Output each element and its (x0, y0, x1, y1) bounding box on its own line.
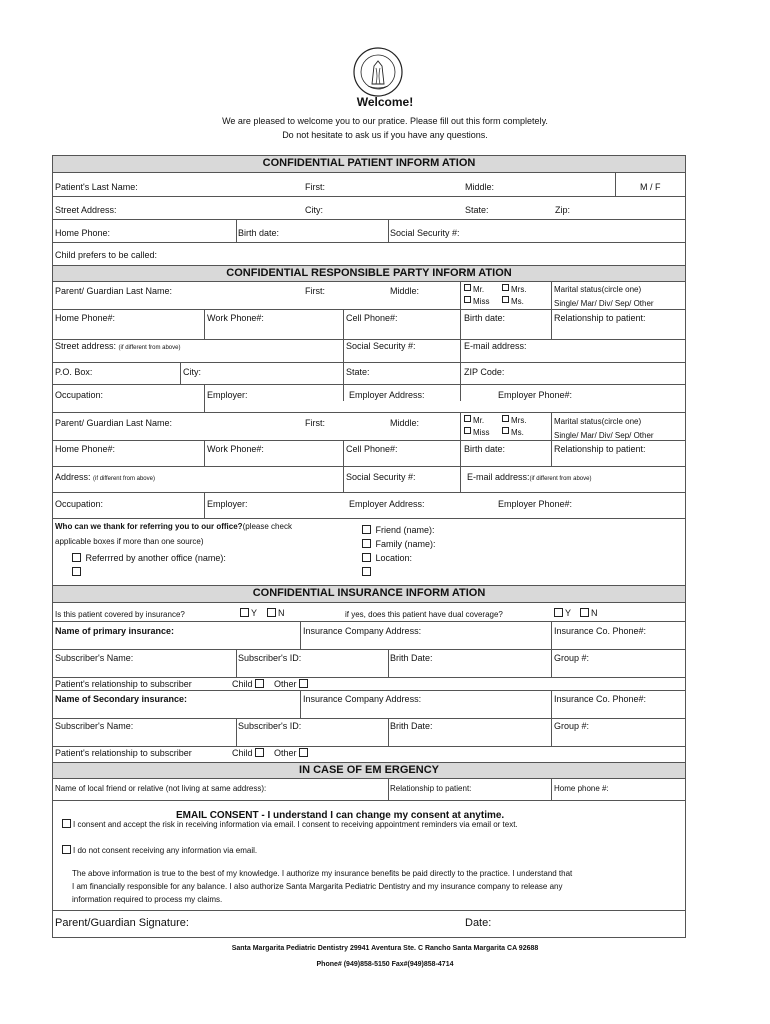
footer-phone: Phone# (949)858-5150 Fax#(949)858-4714 (316, 961, 454, 968)
primary-relationship-child[interactable]: Child (232, 679, 266, 690)
insurance-dual-no[interactable]: N (580, 608, 598, 619)
primary-relationship-label: Patient's relationship to subscriber (55, 679, 192, 689)
primary-company-address-label: Insurance Company Address: (303, 626, 422, 636)
secondary-relationship-label: Patient's relationship to subscriber (55, 748, 192, 758)
emergency-name-label: Name of local friend or relative (not living at same address): (55, 784, 267, 793)
guardian2-marital-label: Marital status(circle one) (554, 417, 642, 426)
guardian1-title-mrs[interactable]: Mrs. (502, 284, 527, 295)
practice-seal (352, 46, 404, 98)
primary-subscriber-name-label: Subscriber's Name: (55, 653, 134, 663)
guardian1-middle-label: Middle: (390, 286, 420, 296)
guardian2-title-mrs[interactable]: Mrs. (502, 415, 527, 426)
secondary-relationship-child[interactable]: Child (232, 748, 266, 759)
guardian2-relationship-label: Relationship to patient: (554, 444, 646, 454)
guardian1-cell-phone-label: Cell Phone#: (346, 313, 398, 323)
guardian1-title-ms[interactable]: Ms. (502, 296, 524, 307)
patient-home-phone-label: Home Phone: (55, 228, 111, 238)
patient-middle-label: Middle: (465, 182, 495, 192)
authorization-line-3: information required to process my claims. (72, 895, 223, 904)
referral-question: Who can we thank for referring you to our office?(please check (55, 522, 292, 531)
signature-label: Parent/Guardian Signature: (55, 917, 189, 929)
guardian2-ssn-label: Social Security #: (346, 472, 416, 482)
referral-blank-checkbox[interactable] (72, 567, 83, 578)
insurance-dual-yes[interactable]: Y (554, 608, 571, 619)
patient-first-label: First: (305, 182, 325, 192)
insurance-covered-no[interactable]: N (267, 608, 285, 619)
guardian2-work-phone-label: Work Phone#: (207, 444, 264, 454)
guardian2-employer-address-label: Employer Address: (349, 499, 425, 509)
secondary-subscriber-name-label: Subscriber's Name: (55, 721, 134, 731)
secondary-company-phone-label: Insurance Co. Phone#: (554, 694, 647, 704)
section-insurance-header: CONFIDENTIAL INSURANCE INFORM ATION (53, 585, 685, 603)
secondary-group-label: Group #: (554, 721, 590, 731)
guardian1-employer-phone-label: Employer Phone#: (498, 390, 573, 400)
guardian1-relationship-label: Relationship to patient: (554, 313, 646, 323)
guardian2-employer-phone-label: Employer Phone#: (498, 499, 573, 509)
section-responsible-header: CONFIDENTIAL RESPONSIBLE PARTY INFORM ATION (53, 265, 685, 282)
welcome-line-1: We are pleased to welcome you to our pratice. Please fill out this form completely. (222, 116, 548, 126)
patient-street-label: Street Address: (55, 205, 117, 215)
guardian2-title-ms[interactable]: Ms. (502, 427, 524, 438)
guardian1-employer-address-label: Employer Address: (349, 390, 425, 400)
referral-family-checkbox[interactable]: Family (name): (362, 539, 436, 550)
patient-birth-date-label: Birth date: (238, 228, 280, 238)
guardian2-title-mr[interactable]: Mr. (464, 415, 484, 426)
guardian2-cell-phone-label: Cell Phone#: (346, 444, 398, 454)
signature-date-label: Date: (465, 917, 492, 929)
patient-state-label: State: (465, 205, 489, 215)
patient-zip-label: Zip: (555, 205, 571, 215)
emergency-home-phone-label: Home phone #: (554, 784, 609, 793)
email-consent-title: EMAIL CONSENT - I understand I can change my consent at anytime. (176, 810, 505, 821)
patient-city-label: City: (305, 205, 323, 215)
primary-insurance-label: Name of primary insurance: (55, 626, 175, 636)
section-emergency-header: IN CASE OF EM ERGENCY (53, 762, 685, 779)
email-consent-accept-checkbox[interactable]: I consent and accept the risk in receiving information via email. I consent to receiving appointment reminders via email or text. (62, 819, 518, 830)
secondary-relationship-other[interactable]: Other (274, 748, 310, 759)
guardian2-employer-label: Employer: (207, 499, 248, 509)
guardian2-middle-label: Middle: (390, 418, 420, 428)
secondary-birth-date-label: Brith Date: (390, 721, 433, 731)
guardian1-zip-label: ZIP Code: (464, 367, 505, 377)
insurance-dual-question: if yes, does this patient have dual coverage? (345, 610, 503, 619)
primary-relationship-other[interactable]: Other (274, 679, 310, 690)
insurance-covered-question: Is this patient covered by insurance? (55, 610, 185, 619)
referral-note: applicable boxes if more than one source) (55, 537, 204, 546)
guardian1-email-label: E-mail address: (464, 341, 527, 351)
guardian1-title-mr[interactable]: Mr. (464, 284, 484, 295)
guardian2-birth-date-label: Birth date: (464, 444, 506, 454)
authorization-line-1: The above information is true to the best of my knowledge. I authorize my insurance benefits be paid directly to the practice. I understand that (72, 869, 573, 878)
guardian2-email-label: E-mail address:(if different from above) (467, 472, 592, 482)
guardian2-first-label: First: (305, 418, 325, 428)
guardian1-occupation-label: Occupation: (55, 390, 104, 400)
insurance-covered-yes[interactable]: Y (240, 608, 257, 619)
patient-mf-label: M / F (640, 182, 661, 192)
guardian1-employer-label: Employer: (207, 390, 248, 400)
emergency-relationship-label: Relationship to patient: (390, 784, 472, 793)
welcome-line-2: Do not hesitate to ask us if you have any questions. (282, 130, 488, 140)
primary-subscriber-id-label: Subscriber's ID: (238, 653, 302, 663)
guardian1-work-phone-label: Work Phone#: (207, 313, 264, 323)
secondary-insurance-label: Name of Secondary insurance: (55, 694, 188, 704)
section-patient-header: CONFIDENTIAL PATIENT INFORM ATION (53, 155, 685, 173)
secondary-company-address-label: Insurance Company Address: (303, 694, 422, 704)
guardian2-marital-options: Single/ Mar/ Div/ Sep/ Other (554, 431, 654, 440)
guardian1-birth-date-label: Birth date: (464, 313, 506, 323)
referral-other-office-checkbox[interactable]: Referrred by another office (name): (72, 553, 226, 564)
guardian1-street-label: Street address: (if different from above) (55, 341, 181, 351)
email-consent-decline-checkbox[interactable]: I do not consent receiving any information via email. (62, 845, 257, 856)
footer-address: Santa Margarita Pediatric Dentistry 29941 Aventura Ste. C Rancho Santa Margarita CA 92688 (231, 945, 539, 952)
patient-last-name-label: Patient's Last Name: (55, 182, 138, 192)
referral-friend-checkbox[interactable]: Friend (name): (362, 525, 435, 536)
guardian2-address-label: Address: (if different from above) (55, 472, 155, 482)
guardian1-last-name-label: Parent/ Guardian Last Name: (55, 286, 173, 296)
guardian2-title-miss[interactable]: Miss (464, 427, 489, 438)
guardian1-marital-options: Single/ Mar/ Div/ Sep/ Other (554, 299, 654, 308)
referral-location-checkbox[interactable]: Location: (362, 553, 412, 564)
authorization-line-2: I am financially responsible for any balance. I also authorize Santa Margarita Pediatric Dentistry and my insurance company to release any (72, 882, 563, 891)
patient-ssn-label: Social Security #: (390, 228, 460, 238)
guardian1-marital-label: Marital status(circle one) (554, 285, 642, 294)
guardian1-first-label: First: (305, 286, 325, 296)
guardian1-home-phone-label: Home Phone#: (55, 313, 116, 323)
referral-blank-checkbox-2[interactable] (362, 567, 373, 578)
guardian1-city-label: City: (183, 367, 201, 377)
child-preferred-name-label: Child prefers to be called: (55, 250, 158, 260)
guardian1-ssn-label: Social Security #: (346, 341, 416, 351)
welcome-heading: Welcome! (356, 95, 414, 109)
primary-birth-date-label: Brith Date: (390, 653, 433, 663)
primary-company-phone-label: Insurance Co. Phone#: (554, 626, 647, 636)
primary-group-label: Group #: (554, 653, 590, 663)
guardian1-title-miss[interactable]: Miss (464, 296, 489, 307)
guardian2-occupation-label: Occupation: (55, 499, 104, 509)
guardian1-state-label: State: (346, 367, 370, 377)
guardian2-last-name-label: Parent/ Guardian Last Name: (55, 418, 173, 428)
guardian1-po-box-label: P.O. Box: (55, 367, 93, 377)
guardian2-home-phone-label: Home Phone#: (55, 444, 116, 454)
secondary-subscriber-id-label: Subscriber's ID: (238, 721, 302, 731)
